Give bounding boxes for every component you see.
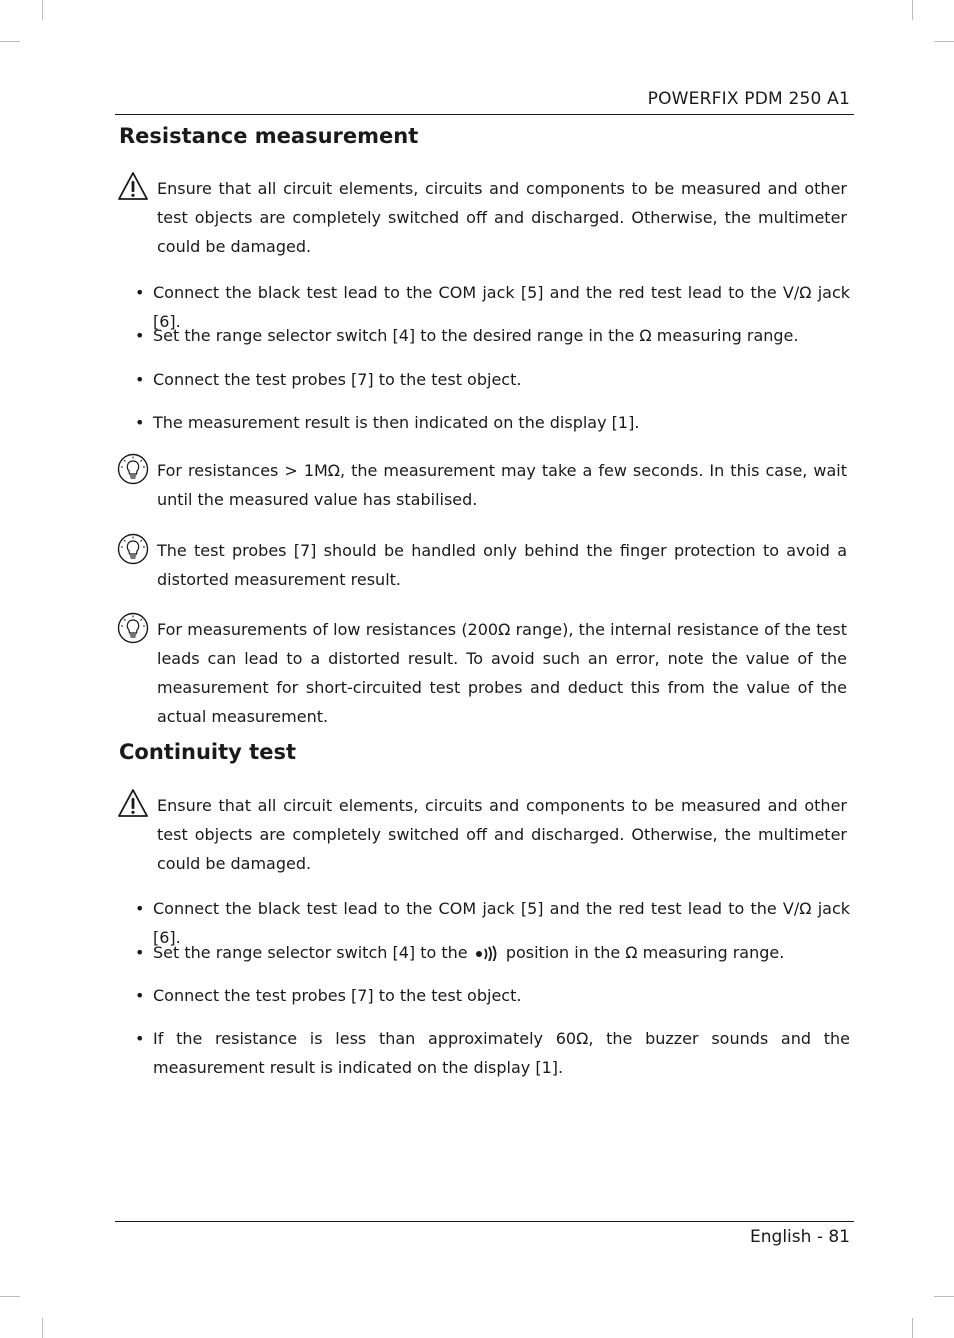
bullet-dot: • [135,370,145,389]
list-item [135,1024,850,1082]
lightbulb-icon [117,533,149,565]
section-title-continuity: Continuity test [119,740,296,764]
crop-mark [0,1296,20,1297]
bullet-dot: • [135,986,145,1005]
tip-note: For measurements of low resistances (200Ω range), the internal resistance of the test leads can lead to a distorted result. To avoid such an error, note the value of the measurement for short-circuited test probes and deduct this from the value of the actual measurement. [157,620,847,726]
list-item-text: Connect the black test lead to the COM jack [5] and the red test lead to the V/Ω jack [6]. [153,283,850,331]
bullet-dot: • [135,943,145,962]
warning-triangle-icon [117,170,149,202]
list-item [135,365,850,394]
section-title-resistance: Resistance measurement [119,124,419,148]
bullet-dot: • [135,283,145,302]
crop-mark [42,0,43,20]
tip-note: The test probes [7] should be handled only behind the finger protection to avoid a distorted measurement result. [157,541,847,589]
header-rule [115,114,854,115]
list-item-text-after: position in the Ω measuring range. [505,943,785,962]
tip-note: For resistances > 1MΩ, the measurement may take a few seconds. In this case, wait until the measured value has stabilised. [157,461,847,509]
list-item-text: The measurement result is then indicated on the display [1]. [153,413,640,432]
bullet-dot: • [135,326,145,345]
list-item-text: Set the range selector switch [4] to the desired range in the Ω measuring range. [153,326,799,345]
list-item-text: If the resistance is less than approximately 60Ω, the buzzer sounds and the measurement result is indicated on the display [1]. [153,1029,850,1077]
crop-mark [42,1318,43,1338]
list-item [135,321,850,350]
bullet-dot: • [135,899,145,918]
list-item [135,981,850,1010]
crop-mark [912,1318,913,1338]
list-item [135,938,850,967]
warning-triangle-icon [117,787,149,819]
crop-mark [934,1296,954,1297]
bullet-dot: • [135,413,145,432]
list-item-text: Connect the test probes [7] to the test object. [153,370,522,389]
list-item-text-before: Set the range selector switch [4] to the [153,943,468,962]
footer-rule [115,1221,854,1222]
list-item-text: Connect the black test lead to the COM jack [5] and the red test lead to the V/Ω jack [6]. [153,899,850,947]
page-header-product: POWERFIX PDM 250 A1 [647,89,850,109]
warning-note: Ensure that all circuit elements, circuits and components to be measured and other test objects are completely switched off and discharged. Otherwise, the multimeter could be damaged. [157,179,847,256]
crop-mark [0,41,20,42]
lightbulb-icon [117,612,149,644]
buzzer-symbol-icon [475,945,499,961]
list-item-text: Connect the test probes [7] to the test object. [153,986,522,1005]
warning-note: Ensure that all circuit elements, circuits and components to be measured and other test objects are completely switched off and discharged. Otherwise, the multimeter could be damaged. [157,796,847,873]
crop-mark [912,0,913,20]
bullet-dot: • [135,1029,145,1048]
crop-mark [934,41,954,42]
lightbulb-icon [117,453,149,485]
page-footer-label: English - 81 [750,1227,850,1247]
list-item [135,408,850,437]
